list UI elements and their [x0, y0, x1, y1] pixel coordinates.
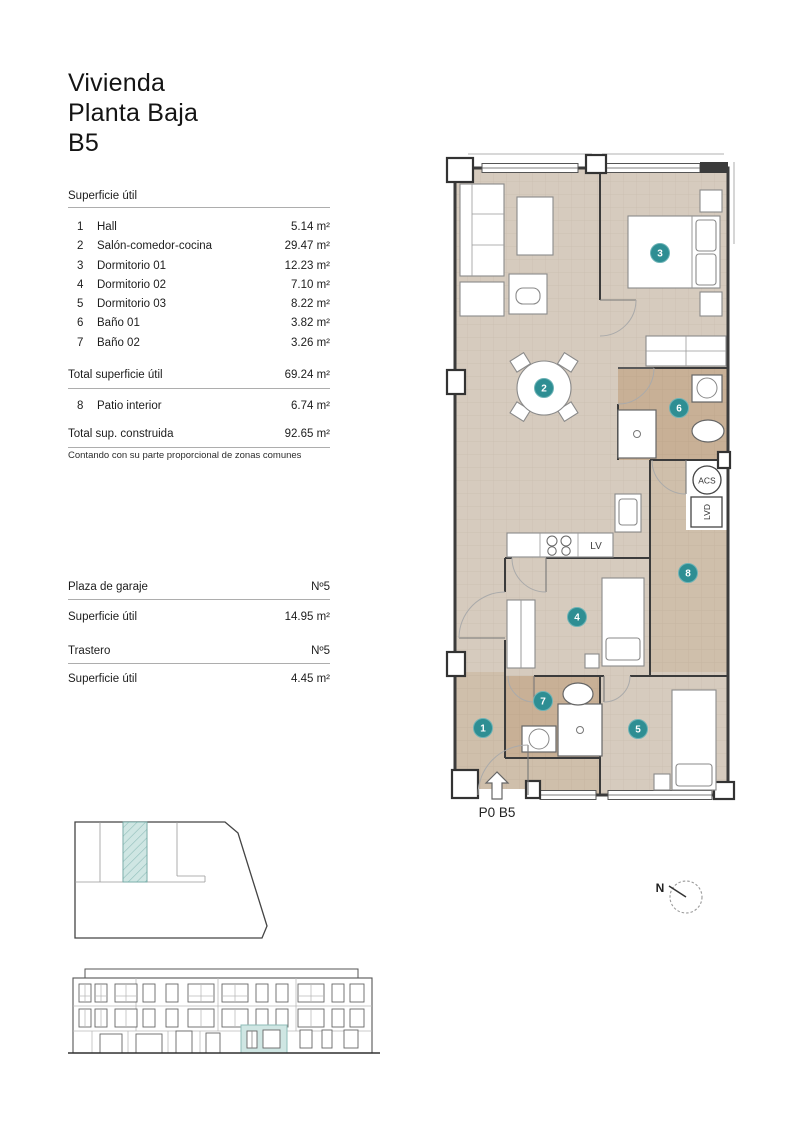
compass	[656, 881, 702, 913]
site-plan	[75, 822, 267, 938]
svg-text:2: 2	[541, 383, 547, 395]
floor-plan	[447, 154, 734, 820]
garage-area-row: Superficie útil 14.95 m²	[68, 611, 330, 623]
table-row: 1 Hall 5.14 m²	[77, 221, 330, 233]
footnote: Contando con su parte proporcional de zonas comunes	[68, 450, 302, 461]
lvd-unit	[691, 497, 722, 527]
area-table-header: Superficie útil	[68, 190, 330, 208]
svg-text:8: 8	[685, 568, 691, 580]
title-line-3: B5	[68, 129, 99, 157]
room-marker-8	[679, 564, 698, 583]
room-marker-3	[651, 244, 670, 263]
svg-text:5: 5	[635, 724, 641, 736]
lv-label: LV	[590, 541, 602, 552]
room-marker-6	[670, 399, 689, 418]
svg-text:7: 7	[540, 696, 546, 708]
acs-label: ACS	[698, 475, 716, 486]
table-row: 6 Baño 01 3.82 m²	[77, 317, 330, 330]
table-row: 3 Dormitorio 01 12.23 m²	[77, 259, 330, 272]
storage-area-row: Superficie útil 4.45 m²	[68, 673, 330, 685]
storage-header: Trastero Nº5	[68, 645, 330, 664]
table-row: 2 Salón-comedor-cocina 29.47 m²	[77, 240, 330, 253]
site-highlighted-unit	[123, 822, 147, 882]
elevation-highlighted-unit	[241, 1025, 287, 1053]
svg-text:4: 4	[574, 612, 580, 624]
svg-text:3: 3	[657, 248, 663, 260]
area-table	[68, 218, 330, 353]
patio-row: 8 Patio interior 6.74 m²	[77, 400, 330, 412]
room-marker-4	[568, 608, 587, 627]
compass-n-label: N	[655, 881, 665, 895]
svg-text:6: 6	[676, 403, 682, 415]
svg-text:1: 1	[480, 723, 486, 735]
room-marker-1	[474, 719, 493, 738]
title-line-1: Vivienda	[68, 69, 166, 97]
acs-unit	[693, 466, 721, 494]
lvd-label: LVD	[702, 504, 712, 520]
building-elevation	[68, 969, 380, 1053]
table-row: 7 Baño 02 3.26 m²	[77, 336, 330, 349]
total-built-area: Total sup. construida 92.65 m²	[68, 428, 330, 448]
room-marker-2	[535, 379, 554, 398]
room-marker-7	[534, 692, 553, 711]
table-row: 5 Dormitorio 03 8.22 m²	[77, 298, 330, 311]
plan-caption: P0 B5	[478, 805, 516, 820]
page-title	[68, 68, 330, 158]
room-marker-5	[629, 720, 648, 739]
table-row: 4 Dormitorio 02 7.10 m²	[77, 278, 330, 291]
total-useful-area: Total superficie útil 69.24 m²	[68, 369, 330, 389]
title-line-2: Planta Baja	[68, 99, 199, 127]
garage-header: Plaza de garaje Nº5	[68, 581, 330, 600]
